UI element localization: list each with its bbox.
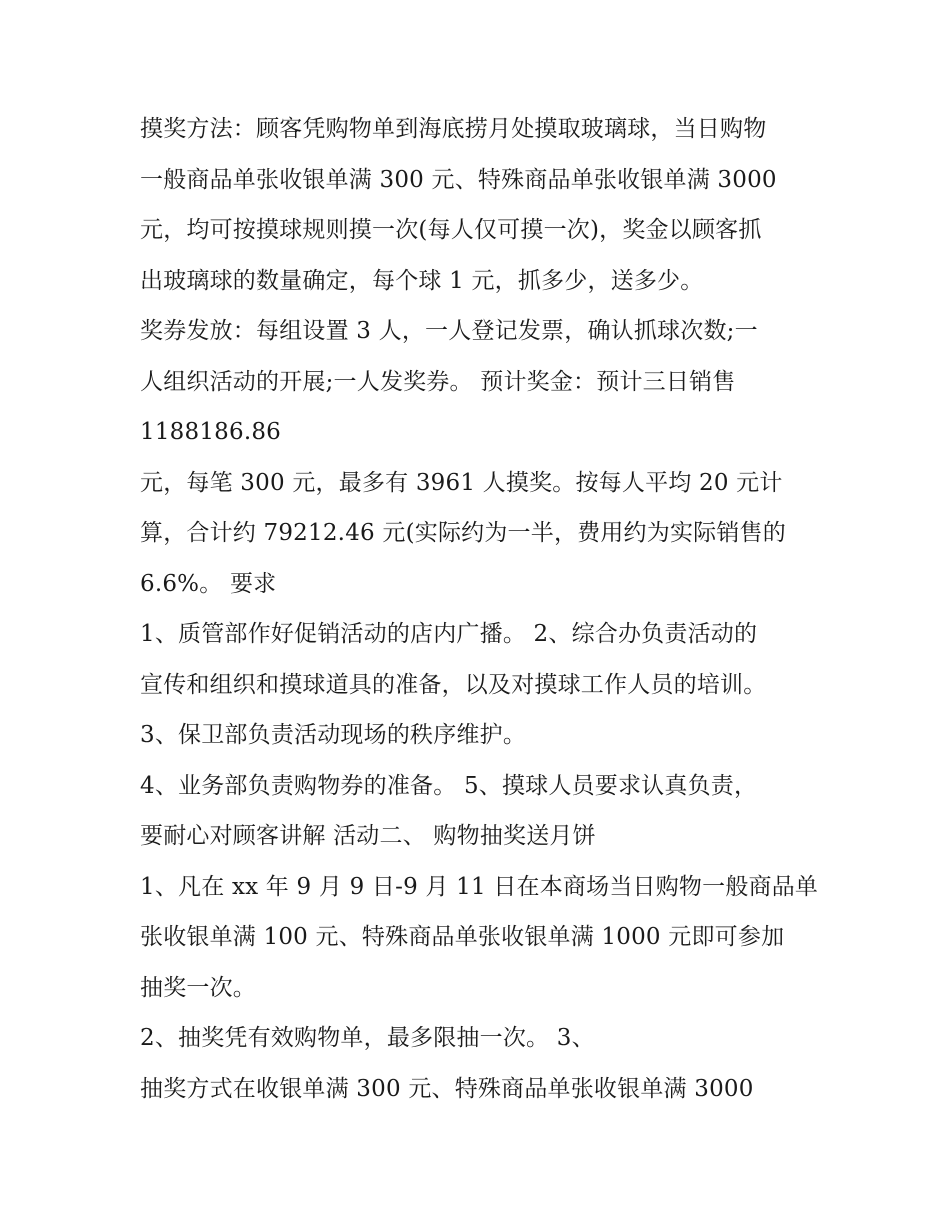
- text-line: 1188186.86: [140, 419, 282, 445]
- text-line: 元，每笔 300 元，最多有 3961 人摸奖。按每人平均 20 元计: [140, 469, 783, 496]
- text-line: 元，均可按摸球规则摸一次(每人仅可摸一次)，奖金以顾客抓: [140, 217, 762, 243]
- text-line: 4、业务部负责购物券的准备。 5、摸球人员要求认真负责，: [140, 772, 758, 799]
- text-line: 摸奖方法：顾客凭购物单到海底捞月处摸取玻璃球，当日购物: [140, 116, 767, 142]
- document-body: [140, 104, 820, 1114]
- text-line: 2、抽奖凭有效购物单，最多限抽一次。 3、: [140, 1025, 595, 1051]
- text-line: 张收银单满 100 元、特殊商品单张收银单满 1000 元即可参加: [140, 924, 785, 950]
- text-line: 3、保卫部负责活动现场的秩序维护。: [140, 722, 527, 748]
- text-line: 6.6%。 要求: [140, 570, 277, 597]
- text-line: 1、质管部作好促销活动的店内广播。 2、综合办负责活动的: [140, 621, 758, 647]
- text-line: 奖券发放：每组设置 3 人，一人登记发票，确认抓球次数;一: [140, 318, 758, 344]
- text-line: 出玻璃球的数量确定，每个球 1 元，抓多少，送多少。: [140, 267, 704, 294]
- text-line: 一般商品单张收银单满 300 元、特殊商品单张收银单满 3000: [140, 166, 777, 193]
- text-line: 1、凡在 xx 年 9 月 9 日-9 月 11 日在本商场当日购物一般商品单: [140, 873, 819, 900]
- text-line: 要耐心对顾客讲解 活动二、 购物抽奖送月饼: [140, 823, 596, 849]
- text-line: 人组织活动的开展;一人发奖券。 预计奖金：预计三日销售: [140, 368, 736, 395]
- text-line: 抽奖一次。: [140, 974, 256, 1001]
- text-line: 抽奖方式在收银单满 300 元、特殊商品单张收银单满 3000: [140, 1075, 754, 1102]
- text-line: 宣传和组织和摸球道具的准备，以及对摸球工作人员的培训。: [140, 671, 767, 698]
- text-line: 算，合计约 79212.46 元(实际约为一半，费用约为实际销售的: [140, 520, 786, 546]
